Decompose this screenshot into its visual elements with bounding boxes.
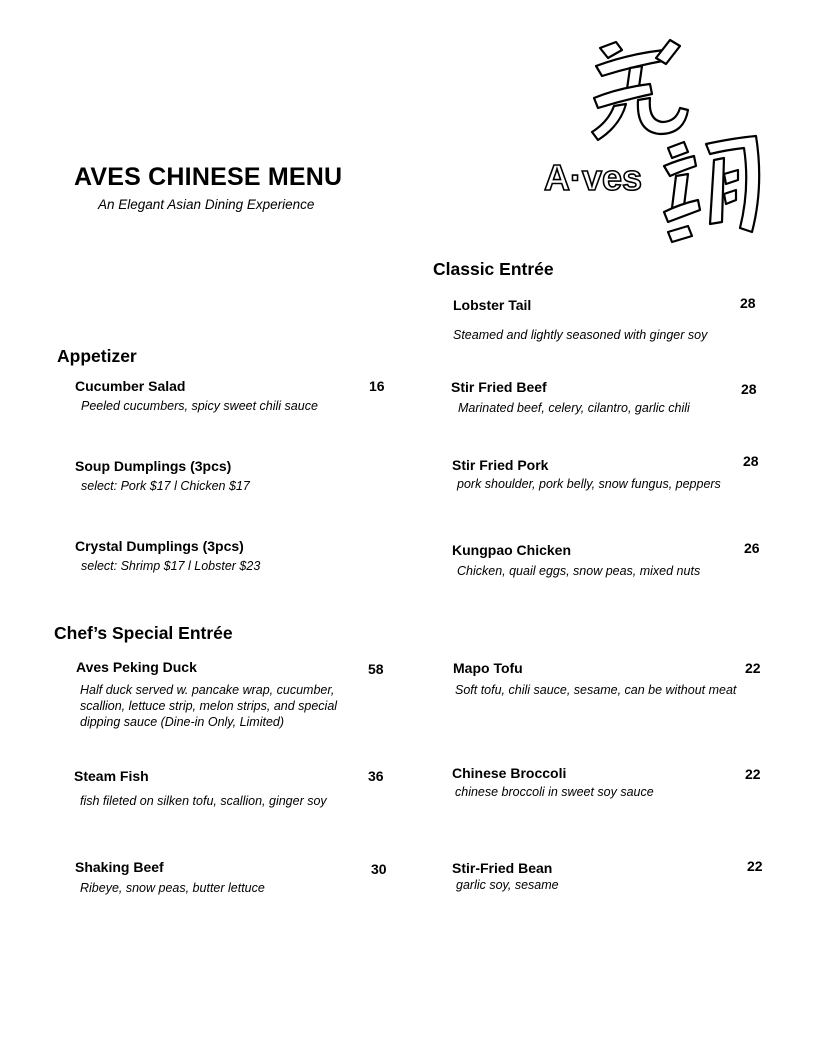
menu-item-description: Ribeye, snow peas, butter lettuce (80, 881, 265, 895)
menu-item-price: 58 (368, 661, 384, 677)
menu-item-name: Kungpao Chicken (452, 542, 572, 558)
menu-item-name: Mapo Tofu (453, 660, 523, 676)
menu-item-price: 36 (368, 768, 384, 784)
menu-item-price: 28 (741, 381, 757, 397)
menu-item-name: Chinese Broccoli (452, 765, 567, 781)
menu-item-description: select: Pork $17 l Chicken $17 (81, 479, 250, 493)
section-heading-appetizer: Appetizer (57, 346, 137, 366)
menu-item-description: pork shoulder, pork belly, snow fungus, peppers (457, 477, 721, 491)
aves-logo (538, 36, 778, 251)
menu-item-description: Peeled cucumbers, spicy sweet chili sauce (81, 399, 318, 413)
menu-item-name: Soup Dumplings (3pcs) (75, 458, 232, 474)
menu-item-name: Cucumber Salad (75, 378, 186, 394)
menu-item-description: Half duck served w. pancake wrap, cucumber, scallion, lettuce strip, melon strips, and special dipping sauce (Dine-in Only, Limited) (80, 683, 338, 729)
menu-item-description: garlic soy, sesame (456, 878, 559, 892)
menu-item-price: 22 (745, 660, 761, 676)
menu-item-price: 28 (743, 453, 759, 469)
menu-item-description: Marinated beef, celery, cilantro, garlic chili (458, 401, 690, 415)
menu-item-name: Lobster Tail (453, 297, 532, 313)
menu-item-description: chinese broccoli in sweet soy sauce (455, 785, 654, 799)
menu-item-name: Stir Fried Beef (451, 379, 547, 395)
menu-title: AVES CHINESE MENU (74, 163, 343, 191)
menu-item-name: Shaking Beef (75, 859, 164, 875)
menu-item-description: select: Shrimp $17 l Lobster $23 (81, 559, 261, 573)
menu-item-price: 22 (745, 766, 761, 782)
menu-item-price: 28 (740, 295, 756, 311)
menu-item-description: Soft tofu, chili sauce, sesame, can be without meat (455, 683, 737, 697)
section-heading-chefs-special: Chef’s Special Entrée (54, 623, 233, 643)
menu-item-name: Aves Peking Duck (76, 659, 197, 675)
menu-item-price: 16 (369, 378, 385, 394)
section-heading-classic: Classic Entrée (433, 259, 554, 279)
menu-item-description: Steamed and lightly seasoned with ginger soy (453, 328, 708, 342)
menu-item-name: Stir Fried Pork (452, 457, 549, 473)
menu-item-name: Crystal Dumplings (3pcs) (75, 538, 244, 554)
logo-wordmark: A·ves (544, 157, 643, 198)
menu-item-price: 26 (744, 540, 760, 556)
menu-item-name: Steam Fish (74, 768, 149, 784)
menu-item-description: fish fileted on silken tofu, scallion, ginger soy (80, 794, 327, 808)
menu-item-name: Stir-Fried Bean (452, 860, 553, 876)
menu-subtitle: An Elegant Asian Dining Experience (98, 197, 315, 212)
menu-item-price: 30 (371, 861, 387, 877)
menu-item-description: Chicken, quail eggs, snow peas, mixed nuts (457, 564, 701, 578)
menu-item-price: 22 (747, 858, 763, 874)
